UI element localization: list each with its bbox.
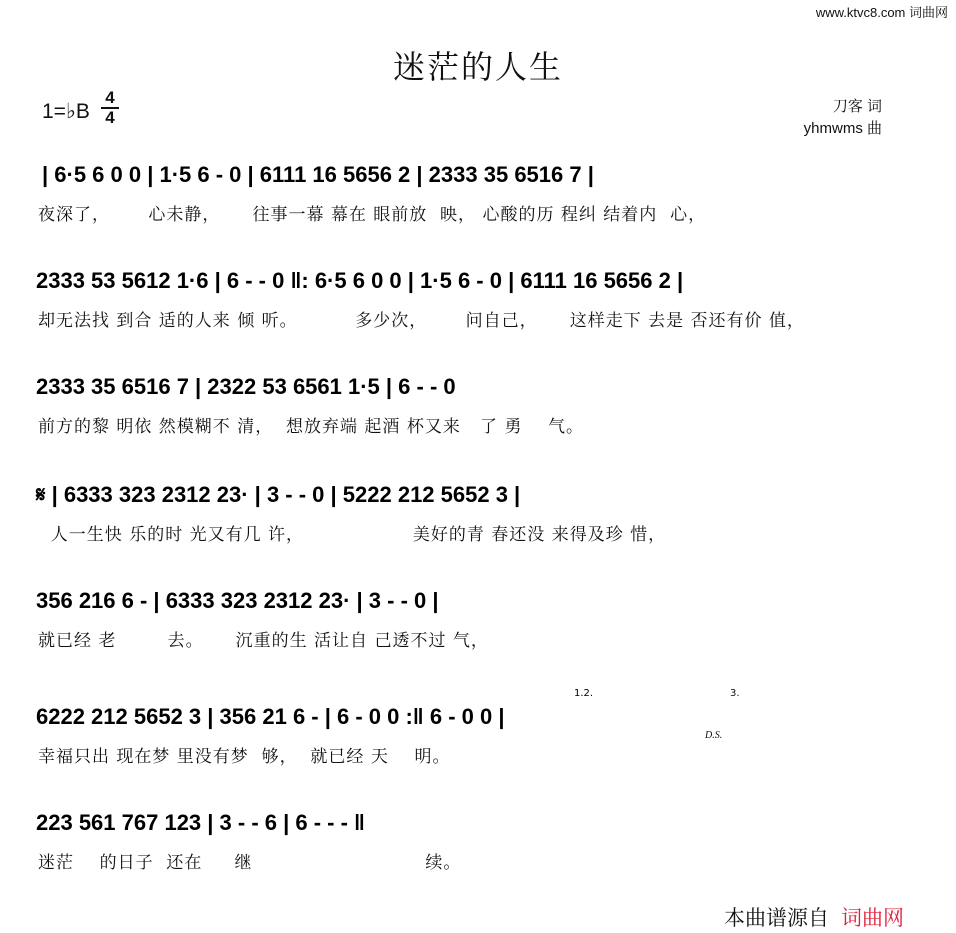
score-row-1 [0, 156, 956, 266]
lyric-line: 却无法找 到合 适的人来 倾 听。 多少次， 问自己， 这样走下 去是 否还有价 值， [38, 311, 805, 331]
notation-text: 2333 35 6516 7 | 2322 53 6561 1·5 | 6 - - 0 [36, 374, 456, 399]
notation-svg [36, 688, 916, 738]
score-row-4 [0, 476, 956, 586]
notation-svg [36, 156, 916, 196]
lyric-line: 人一生快 乐的时 光又有几 许， 美好的青 春还没 来得及珍 惜， [38, 525, 667, 545]
score-row-2 [0, 262, 956, 372]
notation-text: 𝄋 | 6333 323 2312 23· | 3 - - 0 | 5222 212 5652 3 | [36, 482, 521, 507]
notation-svg [36, 804, 916, 844]
source-footer [724, 902, 904, 932]
lyric-line: 夜深了， 心未静， 往事一幕 幕在 眼前放 映， 心酸的历 程纠 结着内 心， [38, 205, 707, 225]
score-row-7 [0, 804, 956, 914]
notation-svg [36, 582, 916, 622]
volta-second-label: 3. [730, 688, 740, 699]
song-title: 迷茫的人生 [392, 48, 563, 86]
lyric-line: 迷茫 的日子 还在 继 续。 [38, 853, 462, 873]
score-row-5 [0, 582, 956, 692]
score-row-3 [0, 368, 956, 478]
website-watermark: www.ktvc8.com 词曲网 [815, 5, 948, 20]
notation-svg [36, 368, 916, 408]
notation-text: 2333 53 5612 1·6 | 6 - - 0 ‖: 6·5 6 0 0 | 1·5 6 - 0 | 6111 16 5656 2 | [36, 268, 684, 293]
lyric-line: 幸福只出 现在梦 里没有梦 够， 就已经 天 明。 [38, 747, 451, 767]
notation-text: | 6·5 6 0 0 | 1·5 6 - 0 | 6111 16 5656 2 | 2333 35 6516 7 | [42, 162, 594, 187]
time-signature-top: 4 [105, 88, 115, 107]
volta-first-label: 1.2. [574, 688, 594, 699]
time-signature-bottom: 4 [105, 108, 115, 127]
lyric-line: 就已经 老 去。 沉重的生 活让自 己透不过 气， [38, 631, 489, 651]
ds-marker: D.S. [705, 730, 723, 741]
notation-text: 223 561 767 123 | 3 - - 6 | 6 - - - ‖ [36, 810, 365, 835]
source-label: 本曲谱源自 [724, 906, 829, 930]
time-signature [100, 89, 120, 127]
notation-svg [36, 262, 916, 302]
lyricist-credit: 刀客 词 [832, 98, 882, 115]
lyric-line: 前方的黎 明依 然模糊不 清， 想放弃端 起酒 杯又来 了 勇 气。 [38, 417, 585, 437]
composer-credit: yhmwms 曲 [803, 120, 882, 137]
notation-text: 356 216 6 - | 6333 323 2312 23· | 3 - - 0 | [36, 588, 439, 613]
source-brand-link[interactable]: 词曲网 [841, 906, 904, 930]
key-signature: 1=♭B [42, 100, 90, 123]
notation-svg [36, 476, 916, 516]
score-row-6 [0, 688, 956, 808]
notation-text: 6222 212 5652 3 | 356 21 6 - | 6 - 0 0 :‖ 6 - 0 0 | [36, 704, 505, 729]
